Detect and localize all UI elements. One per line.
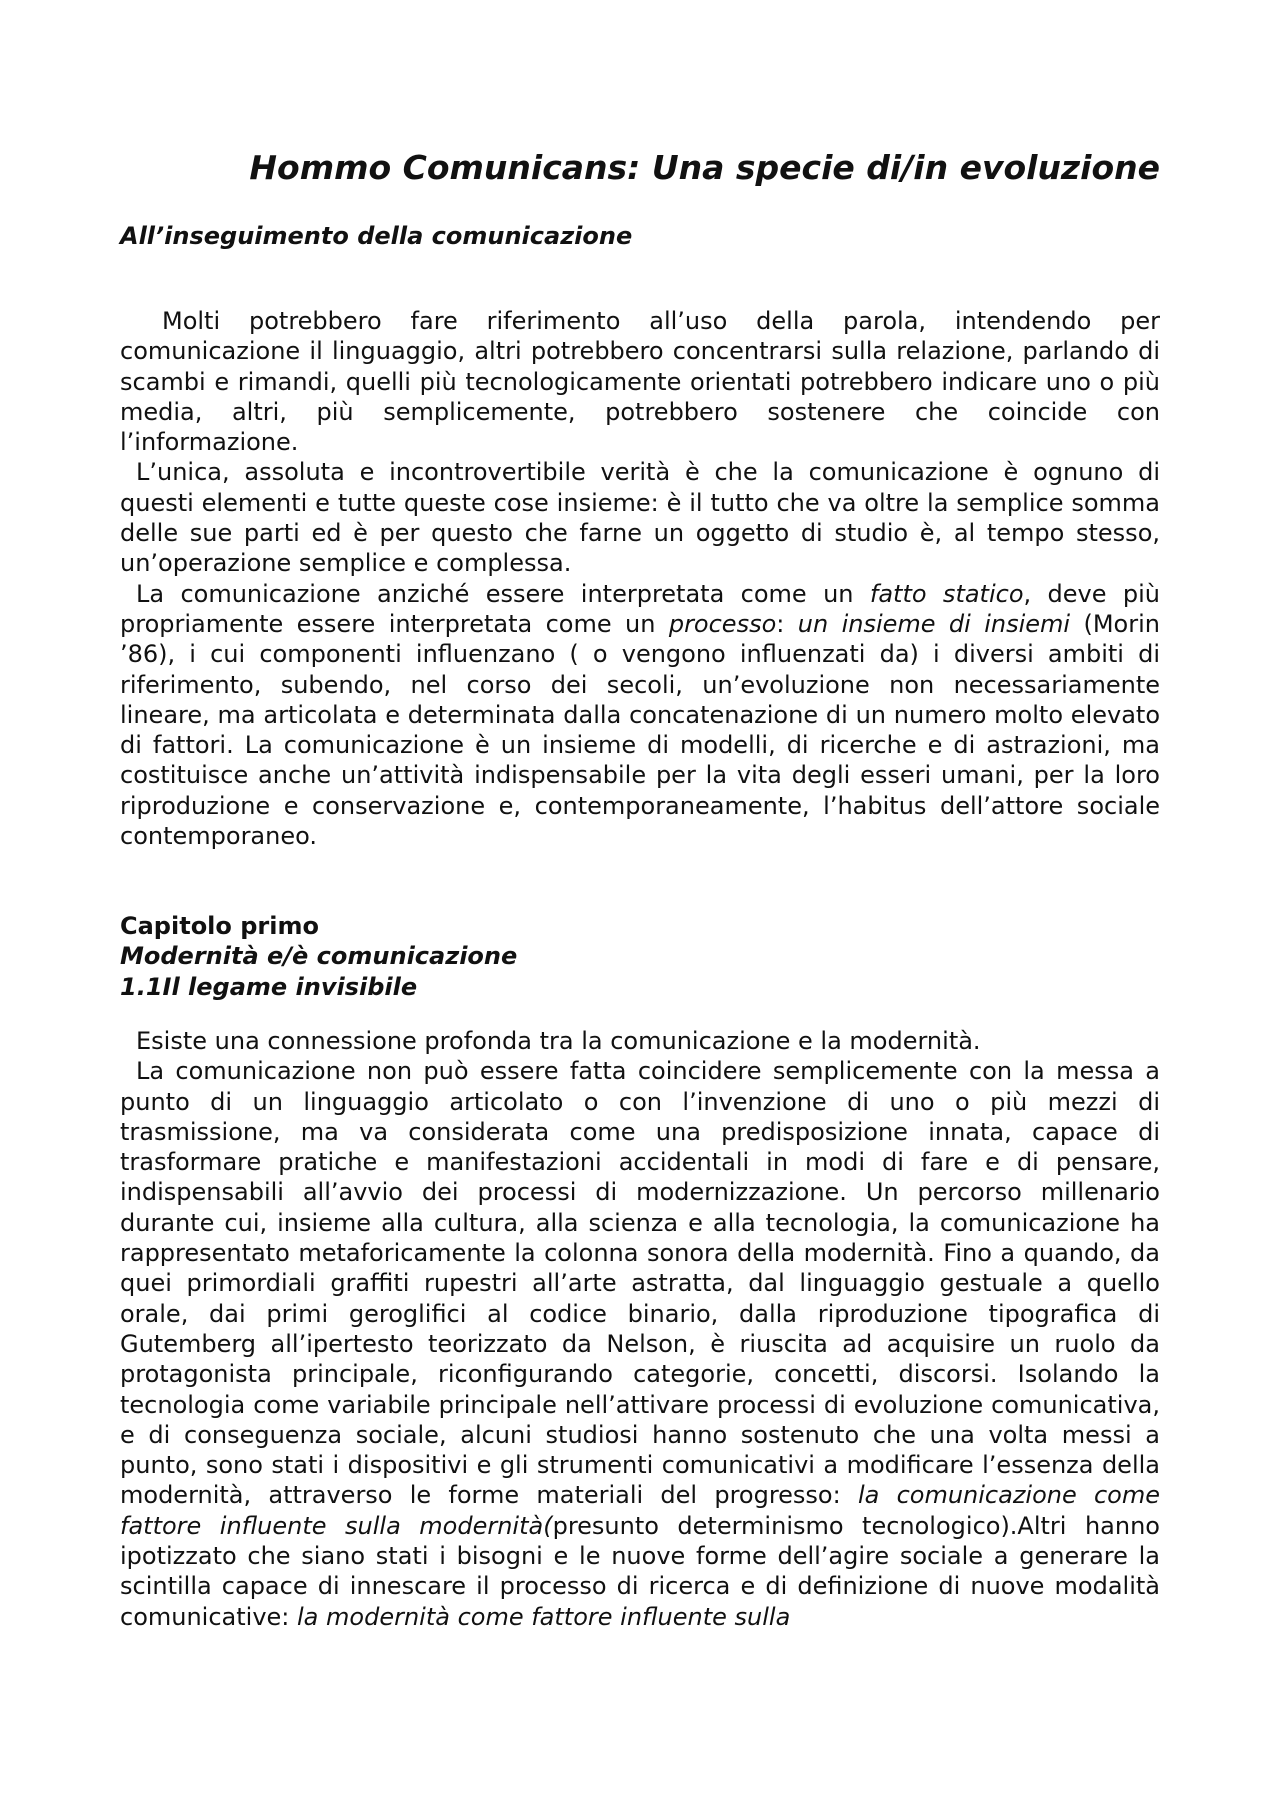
body-section — [120, 1026, 1160, 1632]
body-p2-emphasis-1: la comunicazione come fattore influente sulla modernità( — [120, 1481, 1160, 1540]
body-paragraph-2 — [120, 1056, 1160, 1632]
intro-p3-text-c: : — [776, 609, 798, 638]
chapter-heading — [120, 911, 517, 1002]
chapter-label: Capitolo primo — [120, 912, 319, 940]
intro-p3-text-d: (Morin ’86), i cui componenti influenzano ( o vengono influenzati da) i diversi ambiti di riferimento, subendo, nel corso dei secoli, un’evoluzione non necessariamente lineare, ma articolata e determinata dalla concatenazione di un numero molto elevato di fattori. La comunicazione è un insieme di modelli, di ricerche e di astrazioni, ma costituisce anche un’attività indispensabile per la vita degli esseri umani, per la loro riproduzione e conservazione e, contemporaneamente, l’habitus dell’attore sociale contemporaneo. — [120, 609, 1160, 851]
body-paragraph-1: Esiste una connessione profonda tra la comunicazione e la modernità. — [136, 1027, 981, 1055]
section-title: 1.1Il legame invisibile — [120, 972, 418, 1001]
document-subtitle: All’inseguimento della comunicazione — [120, 222, 633, 250]
document-title: Hommo Comunicans: Una specie di/in evoluzione — [249, 148, 1160, 187]
intro-p3-text-b: , deve più propriamente essere interpretata come un — [120, 579, 1160, 638]
intro-section — [120, 306, 1160, 851]
intro-p3-emphasis-3: un insieme di insiemi — [797, 609, 1071, 638]
intro-paragraph-2: L’unica, assoluta e incontrovertibile verità è che la comunicazione è ognuno di questi elementi e tutte queste cose insieme: è il tutto che va oltre la semplice somma delle sue parti ed è per questo che farne un oggetto di studio è, al tempo stesso, un’operazione semplice e complessa. — [120, 458, 1160, 578]
intro-p3-emphasis-2: processo — [668, 609, 777, 638]
body-p2-text-a: La comunicazione non può essere fatta coincidere semplicemente con la messa a punto di un linguaggio articolato o con l’invenzione di uno o più mezzi di trasmissione, ma va considerata come una predisposizione innata, capace di trasformare pratiche e manifestazioni accidentali in modi di fare e di pensare, indispensabili all’avvio dei processi di modernizzazione. Un percorso millenario durante cui, insieme alla cultura, alla scienza e alla tecnologia, la comunicazione ha rappresentato metaforicamente la colonna sonora della modernità. Fino a quando, da quei primordiali graffiti rupestri all’arte astratta, dal linguaggio gestuale a quello orale, dai primi geroglifici al codice binario, dalla riproduzione tipografica di Gutemberg all’ipertesto teorizzato da Nelson, è riuscita ad acquisire un ruolo da protagonista principale, riconfigurando categorie, concetti, discorsi. Isolando la tecnologia come variabile principale nell’attivare processi di evoluzione comunicativa, e di conseguenza sociale, alcuni studiosi hanno sostenuto che una volta messi a punto, sono stati i dispositivi e gli strumenti comunicativi a modificare l’essenza della modernità, attraverso le forme materiali del progresso: — [120, 1057, 1160, 1510]
intro-paragraph-3 — [120, 579, 1160, 852]
body-p2-text-b: presunto determinismo tecnologico).Altri hanno ipotizzato che siano stati i bisogni e le nuove forme dell’agire sociale a generare la scintilla capace di innescare il processo di ricerca e di definizione di nuove modalità comunicative: — [120, 1511, 1160, 1631]
intro-paragraph-1: Molti potrebbero fare riferimento all’uso della parola, intendendo per comunicazione il linguaggio, altri potrebbero concentrarsi sulla relazione, parlando di scambi e rimandi, quelli più tecnologicamente orientati potrebbero indicare uno o più media, altri, più semplicemente, potrebbero sostenere che coincide con l’informazione. — [120, 307, 1160, 457]
chapter-title: Modernità e/è comunicazione — [120, 942, 518, 971]
intro-p3-text-a: La comunicazione anziché essere interpretata come un — [136, 579, 870, 608]
body-p2-emphasis-2: la modernità come fattore influente sulla — [297, 1602, 791, 1631]
intro-p3-emphasis-1: fatto statico — [869, 579, 1024, 608]
